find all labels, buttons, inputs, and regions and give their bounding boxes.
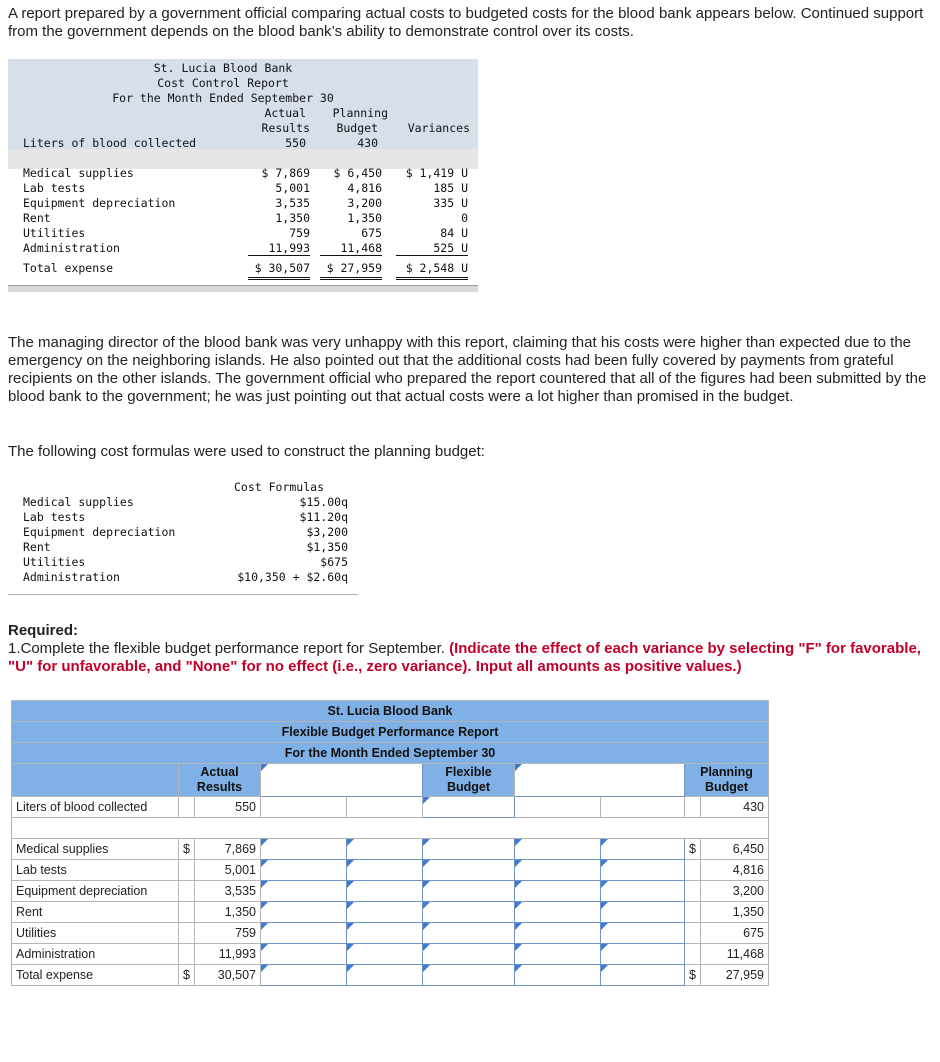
report-row-variance: 525 U — [433, 241, 468, 255]
flex-row-actual: 7,869 — [195, 839, 261, 860]
flex-header-input-1[interactable] — [261, 764, 423, 797]
flex-input-cell[interactable] — [423, 944, 515, 965]
cost-control-report — [8, 59, 478, 295]
flex-row-label: Medical supplies — [12, 839, 179, 860]
formula-value: $3,200 — [306, 525, 348, 539]
report-row-label: Administration — [23, 241, 120, 255]
flex-input-cell[interactable] — [261, 944, 347, 965]
total-plan: $ 27,959 — [326, 261, 382, 275]
flex-row-plan: 11,468 — [701, 944, 769, 965]
flex-input-cell[interactable] — [601, 923, 685, 944]
flex-input-cell[interactable] — [601, 965, 685, 986]
flex-header-input-2[interactable] — [515, 764, 685, 797]
flex-input-cell[interactable] — [261, 839, 347, 860]
col-plan-1: Planning — [332, 106, 388, 120]
total-label: Total expense — [23, 261, 114, 275]
report-row-variance: $ 1,419 U — [405, 166, 468, 180]
flex-input-cell[interactable] — [261, 881, 347, 902]
formula-value: $675 — [320, 555, 348, 569]
report-row-plan: 1,350 — [347, 211, 382, 225]
flex-row-actual: 759 — [195, 923, 261, 944]
report-title: St. Lucia Blood Bank — [153, 61, 293, 75]
flex-row-plan: 1,350 — [701, 902, 769, 923]
flex-row-label: Rent — [12, 902, 179, 923]
col-actual-1: Actual — [264, 106, 306, 120]
report-row-plan: 3,200 — [347, 196, 382, 210]
flex-liters-plan: 430 — [701, 797, 769, 818]
flex-row-actual: 5,001 — [195, 860, 261, 881]
intro-paragraph: A report prepared by a government official comparing actual costs to budgeted costs for the blood bank appears below. Continued support from the government depends on the blood bank’s ability to demonstrate control over its costs. — [8, 5, 924, 40]
flex-row-plan: 4,816 — [701, 860, 769, 881]
flex-input-cell[interactable] — [423, 881, 515, 902]
flex-input-cell[interactable] — [347, 839, 423, 860]
flex-input-cell[interactable] — [601, 902, 685, 923]
flex-input-cell[interactable] — [601, 944, 685, 965]
flex-row-plan: 27,959 — [701, 965, 769, 986]
flex-row-label: Utilities — [12, 923, 179, 944]
formula-label: Lab tests — [23, 510, 86, 524]
liters-label: Liters of blood collected — [23, 136, 197, 150]
required-text: 1.Complete the flexible budget performance report for September. — [8, 640, 445, 657]
flex-input-cell[interactable] — [347, 923, 423, 944]
flex-row-actual: 3,535 — [195, 881, 261, 902]
report-row-variance: 185 U — [433, 181, 468, 195]
cost-formulas — [8, 480, 358, 598]
explanation-paragraph: The managing director of the blood bank was very unhappy with this report, claiming that his costs were higher than expected due to the emergency on the neighboring islands. He also pointed out that the additional costs had been fully covered by payments from grateful recipients on the other islands. The government official who prepared the report countered that all of the figures had been submitted by the blood bank to the government; he was just pointing out that actual costs were a lot higher than promised in the budget. — [8, 334, 927, 405]
report-row-plan: 4,816 — [347, 181, 382, 195]
required-instruction: (Indicate the effect of each variance by selecting "F" for favorable, "U" for unfavorable, and "None" for no effect (i.e., zero variance). Input all amounts as positive values.) — [8, 640, 921, 675]
report-row-label: Lab tests — [23, 181, 86, 195]
report-row-variance: 335 U — [433, 196, 468, 210]
formula-label: Rent — [23, 540, 51, 554]
liters-plan: 430 — [357, 136, 378, 150]
flex-input-cell[interactable] — [515, 902, 601, 923]
report-row-actual: $ 7,869 — [261, 166, 310, 180]
flex-row-plan: 3,200 — [701, 881, 769, 902]
flex-row-actual: 11,993 — [195, 944, 261, 965]
flex-input-cell[interactable] — [423, 860, 515, 881]
liters-actual: 550 — [285, 136, 306, 150]
report-row-label: Utilities — [23, 226, 86, 240]
flex-input-cell[interactable] — [423, 923, 515, 944]
flex-dollar-sign: $ — [179, 965, 195, 986]
flex-dollar-sign: $ — [685, 839, 701, 860]
flex-title: St. Lucia Blood Bank — [12, 701, 769, 722]
total-actual: $ 30,507 — [254, 261, 310, 275]
report-row-actual: 5,001 — [275, 181, 310, 195]
formula-value: $1,350 — [306, 540, 348, 554]
report-period: For the Month Ended September 30 — [112, 91, 334, 105]
formula-label: Medical supplies — [23, 495, 134, 509]
col-plan-2: Budget — [336, 121, 378, 135]
flex-row-actual: 1,350 — [195, 902, 261, 923]
flex-row-actual: 30,507 — [195, 965, 261, 986]
flex-input-cell[interactable] — [347, 860, 423, 881]
flex-input-cell[interactable] — [423, 965, 515, 986]
flex-dollar-sign: $ — [685, 965, 701, 986]
required-title: Required: — [8, 622, 79, 639]
flex-liters-actual: 550 — [195, 797, 261, 818]
formula-value: $10,350 + $2.60q — [237, 570, 348, 584]
flex-row-label: Equipment depreciation — [12, 881, 179, 902]
flex-input-cell[interactable] — [347, 881, 423, 902]
report-row-plan: 11,468 — [340, 241, 382, 255]
flex-period: For the Month Ended September 30 — [12, 743, 769, 764]
flex-input-cell[interactable] — [515, 944, 601, 965]
flex-input-cell[interactable] — [423, 902, 515, 923]
flex-input-cell[interactable] — [347, 965, 423, 986]
flex-input-cell[interactable] — [515, 881, 601, 902]
report-row-plan: 675 — [361, 226, 382, 240]
flex-liters-input[interactable] — [423, 797, 515, 818]
report-row-label: Rent — [23, 211, 51, 225]
required-section — [8, 622, 928, 676]
flex-row-label: Lab tests — [12, 860, 179, 881]
flex-input-cell[interactable] — [515, 965, 601, 986]
formula-label: Administration — [23, 570, 120, 584]
report-row-actual: 3,535 — [275, 196, 310, 210]
formula-value: $15.00q — [299, 495, 348, 509]
flex-input-cell[interactable] — [347, 902, 423, 923]
flex-input-cell[interactable] — [515, 860, 601, 881]
flex-col-actual: Actual Results — [179, 764, 261, 797]
col-actual-2: Results — [261, 121, 310, 135]
formulas-intro: The following cost formulas were used to construct the planning budget: — [8, 443, 485, 460]
col-variances: Variances — [407, 121, 470, 135]
report-row-plan: $ 6,450 — [333, 166, 382, 180]
report-row-variance: 84 U — [440, 226, 468, 240]
flex-input-cell[interactable] — [261, 923, 347, 944]
flex-row-plan: 6,450 — [701, 839, 769, 860]
formulas-header: Cost Formulas — [234, 480, 325, 494]
total-var: $ 2,548 U — [405, 261, 468, 275]
flex-liters-label: Liters of blood collected — [12, 797, 179, 818]
flex-input-cell[interactable] — [423, 839, 515, 860]
flex-col-flexible: Flexible Budget — [423, 764, 515, 797]
report-row-actual: 1,350 — [275, 211, 310, 225]
flex-input-cell[interactable] — [601, 881, 685, 902]
formula-value: $11.20q — [299, 510, 348, 524]
flex-subtitle: Flexible Budget Performance Report — [12, 722, 769, 743]
flex-row-plan: 675 — [701, 923, 769, 944]
report-row-actual: 11,993 — [268, 241, 310, 255]
report-row-label: Equipment depreciation — [23, 196, 176, 210]
flex-input-cell[interactable] — [347, 944, 423, 965]
flex-row-label: Total expense — [12, 965, 179, 986]
flexible-budget-table — [11, 700, 769, 986]
flex-input-cell[interactable] — [601, 839, 685, 860]
flex-input-cell[interactable] — [261, 860, 347, 881]
formula-label: Equipment depreciation — [23, 525, 176, 539]
flex-input-cell[interactable] — [515, 839, 601, 860]
flex-col-planning: Planning Budget — [685, 764, 769, 797]
report-row-label: Medical supplies — [23, 166, 134, 180]
report-row-actual: 759 — [289, 226, 310, 240]
report-subtitle: Cost Control Report — [157, 76, 289, 90]
formula-label: Utilities — [23, 555, 86, 569]
flex-input-cell[interactable] — [261, 902, 347, 923]
flex-row-label: Administration — [12, 944, 179, 965]
flex-input-cell[interactable] — [261, 965, 347, 986]
report-row-variance: 0 — [461, 211, 468, 225]
flex-input-cell[interactable] — [515, 923, 601, 944]
flex-input-cell[interactable] — [601, 860, 685, 881]
flex-dollar-sign: $ — [179, 839, 195, 860]
